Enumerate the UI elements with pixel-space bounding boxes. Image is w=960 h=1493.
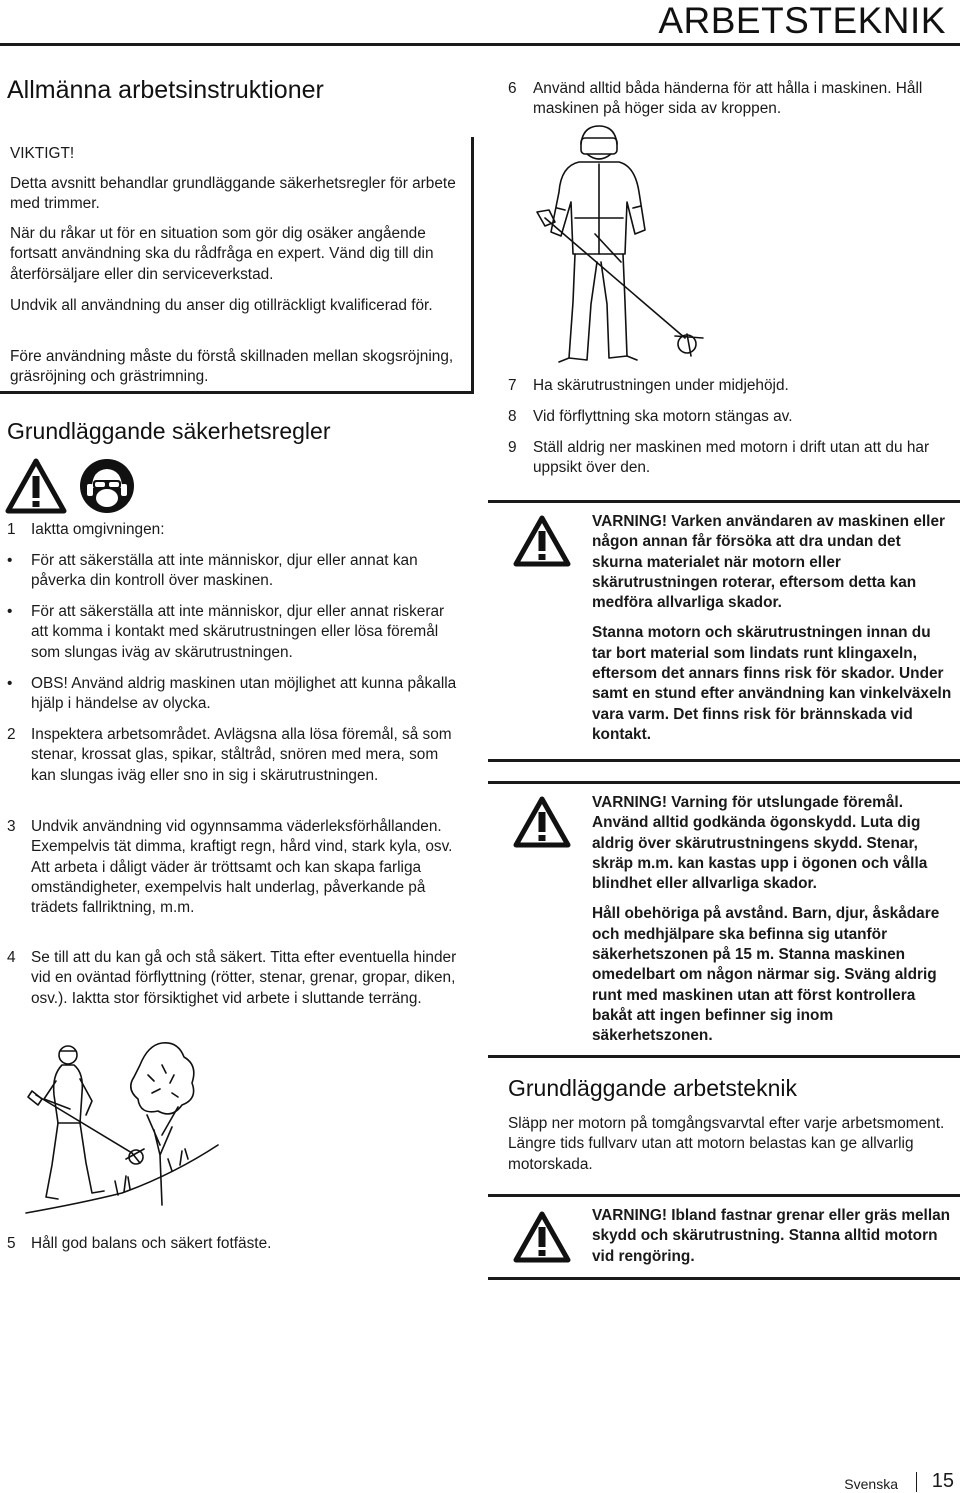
- header-rule: [0, 43, 960, 46]
- bullet-mark: •: [7, 675, 13, 692]
- rule-number: 4: [7, 949, 16, 966]
- rule-number: 7: [508, 377, 517, 394]
- rule-number: 1: [7, 521, 16, 538]
- warning-triangle-icon: [5, 458, 67, 514]
- footer-language: Svenska: [844, 1476, 898, 1492]
- section-heading-safety: Grundläggande säkerhetsregler: [7, 418, 331, 444]
- footer-separator: [916, 1472, 917, 1492]
- bullet-text: För att säkerställa att inte människor, djur eller annat kan påverka din kontroll över maskinen.: [31, 552, 418, 590]
- bullet-item: [7, 602, 462, 663]
- bullet-item: [7, 551, 462, 592]
- rule-item-7: [508, 376, 953, 396]
- warning-box-2: [488, 781, 960, 1058]
- rule-text: Se till att du kan gå och stå säkert. Titta efter eventuella hinder vid en oväntad förflyttning (rötter, stenar, grenar, gropar, diken, osv.). Iaktta stor försiktighet vid arbete i sluttande terräng.: [31, 949, 457, 1007]
- rule-number: 3: [7, 818, 16, 835]
- rule-item-9: [508, 438, 953, 479]
- warning-text: VARNING! Varken användaren av maskinen eller någon annan får försöka att dra undan det skurna materialet när motorn eller skärutrustningen roterar, eftersom detta kan medföra allvarliga skador.: [592, 513, 945, 612]
- rule-text: Ställ aldrig ner maskinen med motorn i drift utan att du har uppsikt över den.: [533, 439, 930, 477]
- rule-item-1: [7, 520, 462, 540]
- important-paragraph-3: Undvik all användning du anser dig otillräckligt kvalificerad för.: [10, 297, 433, 314]
- warning-text: VARNING! Varning för utslungade föremål. Använd alltid godkända ögonskydd. Luta dig aldrig över skärutrustningens skydd. Stenar, skräp m.m. kan kastas upp i ögonen och vålla blindhet eller allvarliga skador.: [592, 794, 928, 893]
- rule-item-6: [508, 79, 953, 120]
- technique-text: Släpp ner motorn på tomgångsvarvtal efter varje arbetsmoment. Längre tids fullvarv utan att motorn belastas kan ge allvarlig motorskada.: [508, 1115, 945, 1173]
- illustration-slope-trimming: [22, 1035, 222, 1215]
- section-heading-technique: Grundläggande arbetsteknik: [508, 1075, 797, 1101]
- warning-box-3: [488, 1194, 960, 1280]
- important-paragraph-2: När du råkar ut för en situation som gör dig osäker angående fortsatt användning ska du rådfråga en expert. Vänd dig till din återförsäljare eller din serviceverkstad.: [10, 225, 434, 283]
- warning-triangle-icon: [513, 515, 571, 572]
- rule-text: Iaktta omgivningen:: [31, 521, 165, 538]
- page-header-title: ARBETSTEKNIK: [658, 0, 946, 41]
- rule-text: Håll god balans och säkert fotfäste.: [31, 1235, 272, 1252]
- bullet-mark: •: [7, 552, 13, 569]
- important-paragraph-1: Detta avsnitt behandlar grundläggande säkerhetsregler för arbete med trimmer.: [10, 175, 456, 213]
- illustration-two-hand-grip: [535, 122, 735, 367]
- page-number: 15: [931, 1470, 954, 1492]
- rule-number: 6: [508, 80, 517, 97]
- rule-item-3: [7, 817, 462, 918]
- rule-text: Inspektera arbetsområdet. Avlägsna alla lösa föremål, så som stenar, krossat glas, spikar, ståltråd, snören med mera, som kan slungas iväg eller sno in sig i skärutrustningen.: [31, 726, 452, 784]
- warning-box-1: [488, 500, 960, 762]
- warning-text: Stanna motorn och skärutrustningen innan du tar bort material som lindats runt klingaxeln, eftersom det annars finns risk för skador. Under samt en stund efter användning kan vinkelväxeln vara varm. Det finns risk för brännskada vid kontakt.: [592, 624, 952, 743]
- warning-triangle-icon: [513, 796, 571, 853]
- rule-item-2: [7, 725, 462, 786]
- rule-number: 8: [508, 408, 517, 425]
- rule-item-4: [7, 948, 462, 1009]
- bullet-text: För att säkerställa att inte människor, djur eller annat riskerar att komma i kontakt med skärutrustningen eller lösa föremål som slungas iväg av skärutrustningen.: [31, 603, 445, 661]
- important-box: [0, 137, 474, 394]
- rule-text: Vid förflyttning ska motorn stängas av.: [533, 408, 793, 425]
- bullet-text: OBS! Använd aldrig maskinen utan möjlighet att kunna påkalla hjälp i händelse av olycka.: [31, 675, 457, 713]
- rule-number: 9: [508, 439, 517, 456]
- eye-ear-protection-icon: [79, 458, 135, 514]
- rule-text: Använd alltid båda händerna för att hålla i maskinen. Håll maskinen på höger sida av kroppen.: [533, 80, 923, 118]
- rule-item-5: [7, 1234, 462, 1254]
- rule-text: Ha skärutrustningen under midjehöjd.: [533, 377, 789, 394]
- bullet-mark: •: [7, 603, 13, 620]
- warning-text: Håll obehöriga på avstånd. Barn, djur, åskådare och medhjälpare ska befinna sig utanför säkerhetszonen på 15 m. Stanna maskinen omedelbart om någon närmar sig. Sväng aldrig runt med maskinen utan att först kontrollera bakåt att ingen befinner sig inom säkerhetszonen.: [592, 905, 940, 1045]
- rule-text: Undvik användning vid ogynnsamma väderleksförhållanden. Exempelvis tät dimma, kraftigt regn, hård vind, stark kyla, osv. Att arbeta i dåligt väder är tröttsamt och kan skapa farliga omständigheter, exempelvis halt underlag, påverkande på trädets fallriktning, m.m.: [31, 818, 453, 917]
- rule-number: 2: [7, 726, 16, 743]
- bullet-item: [7, 674, 462, 715]
- warning-text: VARNING! Ibland fastnar grenar eller gräs mellan skydd och skärutrustning. Stanna alltid motorn vid rengöring.: [592, 1207, 951, 1265]
- rule-item-8: [508, 407, 953, 427]
- warning-triangle-icon: [513, 1211, 571, 1268]
- rule-number: 5: [7, 1235, 16, 1252]
- important-label: VIKTIGT!: [10, 145, 75, 162]
- important-paragraph-4: Före användning måste du förstå skillnaden mellan skogsröjning, gräsröjning och grästrimning.: [10, 348, 454, 386]
- section-heading-general: Allmänna arbetsinstruktioner: [7, 76, 324, 104]
